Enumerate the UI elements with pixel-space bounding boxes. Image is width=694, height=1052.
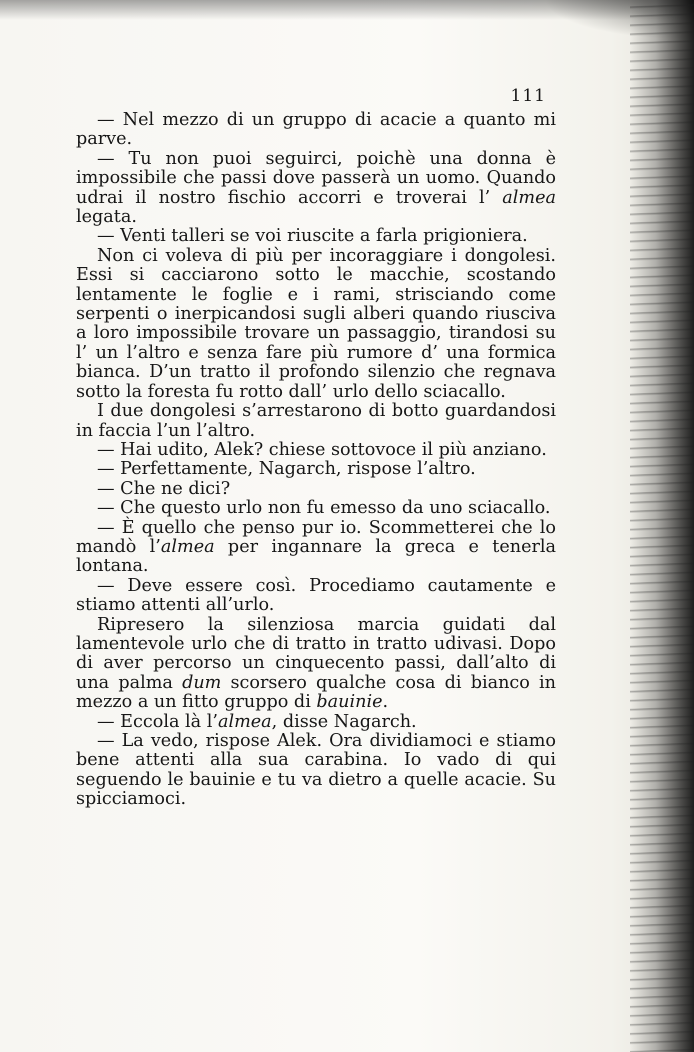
body-text bbox=[76, 111, 556, 810]
text-run: — Eccola là l’ bbox=[97, 711, 218, 732]
text-run: — La vedo, rispose Alek. Ora dividiamoci e stiamo bene attenti alla sua carabina. Io vado di qui seguendo le bauinie e tu va dietro a quelle acacie. Su spicciamoci. bbox=[76, 731, 556, 810]
text-run: — Che ne dici? bbox=[97, 478, 231, 499]
text-run: — Perfettamente, Nagarch, rispose l’altro. bbox=[97, 459, 476, 480]
text-run: — Hai udito, Alek? chiese sottovoce il più anziano. bbox=[97, 439, 547, 460]
paragraph bbox=[76, 732, 556, 810]
italic-word: almea bbox=[502, 187, 556, 208]
text-run: — Che questo urlo non fu emesso da uno sciacallo. bbox=[97, 498, 551, 519]
text-run: Ripresero la silenziosa marcia guidati dal lamentevole urlo che di tratto in tratto udivasi. Dopo di aver percorso un cinquecento passi, dall’alto di una palma bbox=[76, 614, 556, 693]
paragraph bbox=[76, 460, 556, 479]
paragraph bbox=[76, 247, 556, 402]
paragraph bbox=[76, 519, 556, 577]
text-run: , disse Nagarch. bbox=[271, 711, 417, 732]
text-run: I due dongolesi s’arrestarono di botto guardandosi in faccia l’un l’altro. bbox=[76, 401, 556, 441]
paragraph bbox=[76, 577, 556, 616]
paragraph bbox=[76, 441, 556, 460]
paragraph bbox=[76, 150, 556, 228]
text-run: — Deve essere così. Procediamo cautamente e stiamo attenti all’urlo. bbox=[76, 575, 556, 616]
paragraph bbox=[76, 713, 556, 732]
italic-word: dum bbox=[182, 672, 222, 693]
paragraph bbox=[76, 227, 556, 246]
text-run: Non ci voleva di più per incoraggiare i dongolesi. Essi si cacciarono sotto le macchie, scostando lentamente le foglie e i rami, strisciando come serpenti o inerpicandosi sugli alberi quando riusciva a loro impossibile trovare un passaggio, tirandosi su l’ un l’altro e senza fare più rumore d’ una formica bianca. D’un tratto il profondo silenzio che regnava sotto la foresta fu rotto dall’ urlo dello sciacallo. bbox=[76, 245, 556, 402]
text-run: . bbox=[382, 692, 389, 713]
page-number: 111 bbox=[510, 86, 546, 106]
paragraph bbox=[76, 616, 556, 713]
paragraph bbox=[76, 402, 556, 441]
scan-edge-shadow bbox=[630, 0, 694, 1052]
text-run: — Venti talleri se voi riuscite a farla prigioniera. bbox=[97, 226, 528, 247]
text-run: legata. bbox=[76, 207, 137, 228]
text-run: — È quello che penso pur io. Scommetterei che lo mandò l’ bbox=[76, 517, 556, 557]
paragraph bbox=[76, 480, 556, 499]
italic-word: almea bbox=[160, 536, 215, 557]
text-run: per ingannare la greca e tenerla lontana. bbox=[76, 536, 557, 577]
italic-word: bauinie bbox=[316, 692, 383, 713]
italic-word: almea bbox=[217, 711, 272, 732]
text-run: scorsero qualche cosa di bianco in mezzo a un fitto gruppo di bbox=[76, 672, 556, 713]
paragraph bbox=[76, 499, 556, 518]
paragraph bbox=[76, 111, 556, 150]
text-run: — Nel mezzo di un gruppo di acacie a quanto mi parve. bbox=[76, 110, 556, 150]
text-run: — Tu non puoi seguirci, poichè una donna è impossibile che passi dove passerà un uomo. Quando udrai il nostro fischio accorri e troverai l’ bbox=[76, 148, 556, 208]
